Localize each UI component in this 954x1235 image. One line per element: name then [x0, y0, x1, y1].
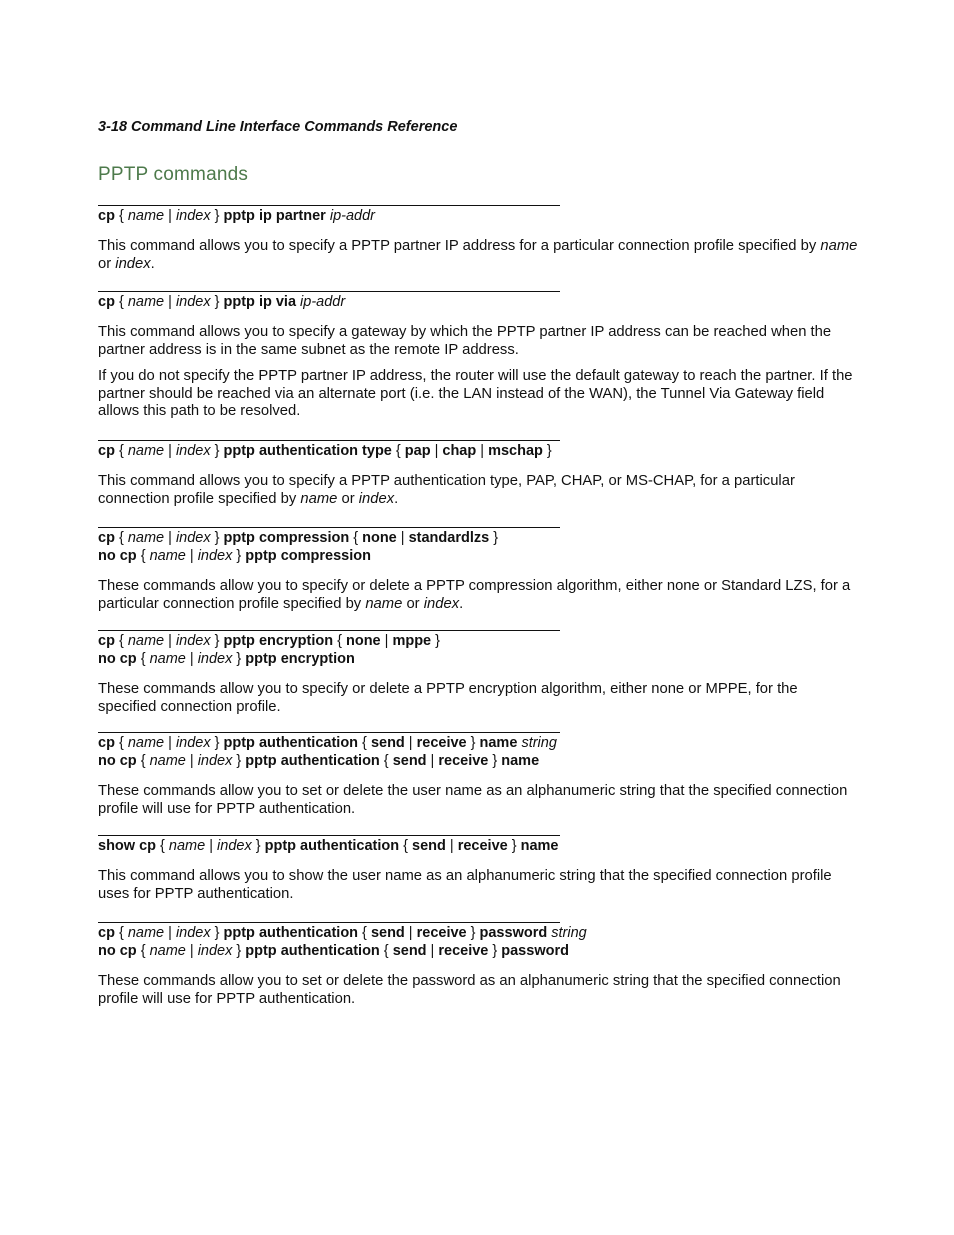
text-run: { [379, 943, 393, 959]
text-run: } [232, 548, 246, 564]
command-description [98, 473, 858, 508]
text-run: } [507, 838, 521, 854]
text-run: { [114, 208, 128, 224]
parameter: index [175, 294, 211, 310]
text-run: or [402, 595, 424, 612]
text-run: | [185, 943, 198, 959]
keyword: pptp authentication [245, 753, 380, 769]
command-entry [98, 835, 858, 903]
divider-rule [98, 630, 560, 631]
keyword: send [370, 925, 405, 941]
keyword: receive [438, 943, 489, 959]
parameter: index [175, 443, 211, 459]
parameter: name [365, 595, 403, 612]
keyword: cp [98, 208, 115, 224]
command-description [98, 868, 858, 903]
command-description [98, 681, 858, 716]
text-run: { [136, 548, 150, 564]
text-run: { [136, 943, 150, 959]
keyword: cp [98, 633, 115, 649]
parameter: name [127, 443, 165, 459]
command-syntax [98, 208, 858, 224]
keyword: send [412, 838, 446, 854]
parameter: ip-addr [300, 294, 346, 310]
command-entry [98, 630, 858, 716]
keyword: send [392, 943, 427, 959]
keyword: cp [98, 294, 115, 310]
text-run: } [488, 943, 502, 959]
text-run: | [164, 530, 176, 546]
keyword: receive [416, 925, 467, 941]
text-run: . [150, 255, 155, 272]
text-run: This command allows you to show the user name as an alphanumeric string that the specified connection profile uses for PPTP authentication. [98, 868, 832, 902]
command-syntax [98, 943, 858, 959]
text-run: | [404, 735, 417, 751]
section-title: PPTP commands [98, 164, 249, 185]
text-run: } [232, 651, 246, 667]
text-run: | [185, 548, 198, 564]
divider-rule [98, 835, 560, 836]
command-syntax [98, 294, 858, 310]
keyword: pptp authentication [223, 735, 359, 751]
text-run: { [358, 735, 371, 751]
keyword: pptp ip partner [223, 208, 326, 224]
keyword: name [479, 735, 518, 751]
text-run: } [466, 925, 480, 941]
parameter: name [820, 238, 858, 254]
parameter: string [521, 735, 557, 751]
keyword: pptp compression [223, 530, 350, 546]
keyword: pap [404, 443, 431, 459]
text-run: | [380, 633, 393, 649]
running-head: 3-18 Command Line Interface Commands Reference [98, 119, 458, 135]
keyword: password [479, 925, 548, 941]
command-entry [98, 440, 858, 508]
text-run: | [426, 753, 439, 769]
text-run: | [164, 443, 176, 459]
divider-rule [98, 440, 560, 441]
keyword: standardlzs [408, 530, 490, 546]
parameter: name [300, 490, 338, 507]
parameter: index [175, 208, 211, 224]
parameter: name [127, 208, 165, 224]
command-entry [98, 291, 858, 421]
text-run: . [394, 490, 399, 507]
text-run: } [210, 735, 224, 751]
text-run: { [349, 530, 363, 546]
text-run: { [114, 633, 128, 649]
parameter: name [127, 925, 165, 941]
keyword: receive [438, 753, 489, 769]
parameter: name [127, 633, 165, 649]
keyword: send [370, 735, 405, 751]
parameter: name [149, 548, 186, 564]
command-description [98, 783, 858, 818]
keyword: cp [98, 530, 115, 546]
divider-rule [98, 922, 560, 923]
text-run: | [445, 838, 458, 854]
keyword: pptp encryption [245, 651, 355, 667]
parameter: index [175, 633, 211, 649]
parameter: index [115, 255, 151, 272]
parameter: name [149, 943, 186, 959]
command-syntax [98, 651, 858, 667]
parameter: name [149, 651, 186, 667]
text-run: | [426, 943, 439, 959]
command-description [98, 238, 858, 273]
parameter: index [197, 753, 233, 769]
text-run: } [488, 753, 502, 769]
command-entry [98, 527, 858, 613]
text-run: } [466, 735, 480, 751]
keyword: no cp [98, 651, 137, 667]
keyword: none [345, 633, 381, 649]
command-syntax [98, 838, 858, 854]
text-run: } [489, 530, 499, 546]
text-run: . [459, 595, 464, 612]
parameter: name [149, 753, 186, 769]
keyword: none [362, 530, 397, 546]
text-run: { [114, 443, 128, 459]
keyword: pptp authentication type [223, 443, 392, 459]
keyword: receive [416, 735, 467, 751]
text-run: { [333, 633, 346, 649]
text-run: | [476, 443, 489, 459]
text-run: } [210, 633, 224, 649]
command-syntax [98, 925, 858, 941]
text-run: { [156, 838, 169, 854]
keyword: pptp encryption [223, 633, 334, 649]
text-run: | [430, 443, 443, 459]
divider-rule [98, 205, 560, 206]
keyword: cp [98, 925, 115, 941]
text-run: { [136, 753, 150, 769]
command-syntax [98, 633, 858, 649]
text-run: or [98, 255, 116, 272]
command-description [98, 324, 858, 359]
text-run: } [251, 838, 265, 854]
parameter: index [197, 548, 233, 564]
parameter: ip-addr [329, 208, 375, 224]
command-entry [98, 922, 858, 1008]
parameter: index [423, 595, 460, 612]
keyword: cp [98, 443, 115, 459]
text-run: { [114, 294, 128, 310]
text-run: These commands allow you to specify or delete a PPTP compression algorithm, either none or Standard LZS, for a particular connection profile specified by [98, 578, 851, 612]
keyword: send [392, 753, 427, 769]
parameter: index [175, 925, 211, 941]
text-run: } [431, 633, 440, 649]
command-syntax [98, 548, 858, 564]
keyword: cp [98, 735, 115, 751]
text-run: } [210, 294, 224, 310]
parameter: index [175, 530, 211, 546]
command-syntax [98, 443, 858, 459]
text-run: or [337, 490, 359, 507]
keyword: pptp authentication [264, 838, 400, 854]
text-run: } [210, 925, 224, 941]
text-run: This command allows you to specify a PPTP partner IP address for a particular connection profile specified by [98, 238, 821, 254]
command-entry [98, 205, 858, 273]
parameter: string [551, 925, 587, 941]
keyword: pptp ip via [223, 294, 297, 310]
text-run: | [205, 838, 218, 854]
keyword: no cp [98, 548, 137, 564]
keyword: pptp authentication [223, 925, 359, 941]
command-description [98, 578, 858, 613]
text-run: } [210, 443, 224, 459]
text-run: | [404, 925, 417, 941]
divider-rule [98, 291, 560, 292]
text-run: | [185, 651, 198, 667]
keyword: pptp compression [245, 548, 371, 564]
parameter: name [127, 530, 165, 546]
text-run: { [136, 651, 150, 667]
text-run: { [379, 753, 393, 769]
text-run: } [210, 530, 224, 546]
parameter: name [127, 735, 165, 751]
keyword: no cp [98, 753, 137, 769]
text-run: { [114, 735, 128, 751]
command-description [98, 973, 858, 1008]
keyword: receive [457, 838, 508, 854]
command-syntax [98, 753, 858, 769]
text-run: { [114, 925, 128, 941]
text-run: { [399, 838, 413, 854]
parameter: index [217, 838, 252, 854]
command-description [98, 368, 858, 421]
text-run: This command allows you to specify a PPTP authentication type, PAP, CHAP, or MS-CHAP, for a particular connection profile specified by [98, 473, 795, 507]
parameter: name [127, 294, 165, 310]
text-run: | [164, 735, 176, 751]
text-run: These commands allow you to set or delete the password as an alphanumeric string that the specified connection profile will use for PPTP authentication. [98, 973, 841, 1007]
command-syntax [98, 530, 858, 546]
parameter: index [197, 943, 233, 959]
text-run: | [164, 208, 176, 224]
text-run: If you do not specify the PPTP partner IP address, the router will use the default gateway to reach the partner. If the partner should be reached via an alternate port (i.e. the LAN instead of the WAN), the Tunnel Via Gateway field allows this path to be resolved. [98, 368, 853, 420]
keyword: show cp [98, 838, 157, 854]
keyword: pptp authentication [245, 943, 380, 959]
parameter: index [175, 735, 211, 751]
divider-rule [98, 732, 560, 733]
text-run: { [358, 925, 371, 941]
keyword: name [501, 753, 540, 769]
keyword: mschap [488, 443, 543, 459]
text-run: { [114, 530, 128, 546]
text-run: | [396, 530, 409, 546]
text-run: } [210, 208, 224, 224]
text-run: } [542, 443, 552, 459]
divider-rule [98, 527, 560, 528]
text-run: This command allows you to specify a gateway by which the PPTP partner IP address can be reached when the partner address is in the same subnet as the remote IP address. [98, 324, 832, 358]
text-run: These commands allow you to specify or delete a PPTP encryption algorithm, either none or MPPE, for the specified connection profile. [98, 681, 798, 715]
text-run: } [232, 753, 246, 769]
text-run: { [391, 443, 405, 459]
keyword: chap [442, 443, 477, 459]
command-entry [98, 732, 858, 818]
parameter: index [358, 490, 395, 507]
keyword: password [501, 943, 569, 959]
text-run: | [164, 294, 176, 310]
text-run: These commands allow you to set or delete the user name as an alphanumeric string that the specified connection profile will use for PPTP authentication. [98, 783, 848, 817]
keyword: name [520, 838, 559, 854]
text-run: | [164, 925, 176, 941]
parameter: index [197, 651, 233, 667]
command-syntax [98, 735, 858, 751]
text-run: } [232, 943, 246, 959]
parameter: name [168, 838, 206, 854]
text-run: | [185, 753, 198, 769]
keyword: mppe [392, 633, 432, 649]
keyword: no cp [98, 943, 137, 959]
text-run: | [164, 633, 176, 649]
